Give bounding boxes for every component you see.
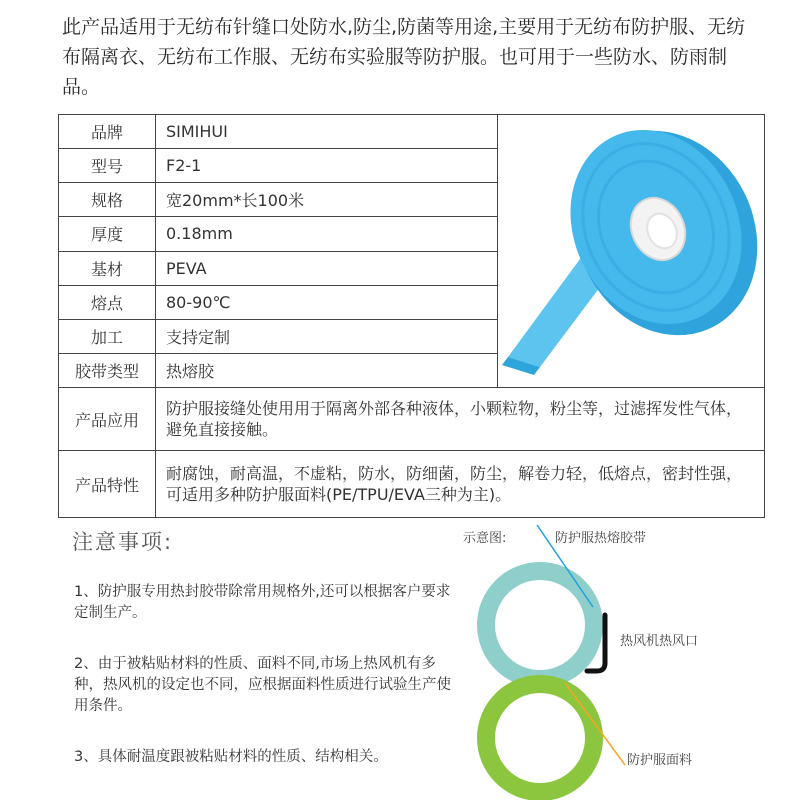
table-row xyxy=(59,388,765,451)
spec-table xyxy=(58,114,765,518)
spec-value: 热熔胶 xyxy=(156,353,498,387)
table-row xyxy=(59,451,765,518)
spec-label: 厚度 xyxy=(59,217,156,251)
feature-label: 产品特性 xyxy=(59,451,156,518)
note-item: 3、具体耐温度跟被粘贴材料的性质、结构相关。 xyxy=(74,749,388,765)
spec-value: F2-1 xyxy=(156,149,498,183)
spec-value: PEVA xyxy=(156,251,498,285)
spec-label: 加工 xyxy=(59,319,156,353)
nozzle-label: 热风机热风口 xyxy=(620,634,699,649)
spec-value: 支持定制 xyxy=(156,319,498,353)
intro-text: 此产品适用于无纺布针缝口处防水,防尘,防菌等用途,主要用于无纺布防护服、无纺布隔离衣、无纺布工作服、无纺布实验服等防护服。也可用于一些防水、防雨制品。 xyxy=(62,16,746,98)
spec-value: SIMIHUI xyxy=(156,115,498,149)
spec-value: 0.18mm xyxy=(156,217,498,251)
application-label: 产品应用 xyxy=(59,388,156,451)
spec-label: 品牌 xyxy=(59,115,156,149)
tape-ring xyxy=(486,571,594,679)
table-row xyxy=(59,115,765,149)
note-item: 1、防护服专用热封胶带除常用规格外,还可以根据客户要求定制生产。 xyxy=(74,584,451,621)
application-text: 防护服接缝处使用用于隔离外部各种液体，小颗粒物，粉尘等，过滤挥发性气体，避免直接接触。 xyxy=(156,388,765,451)
spec-label: 熔点 xyxy=(59,285,156,319)
diagram xyxy=(455,515,800,800)
spec-value: 80-90℃ xyxy=(156,285,498,319)
tape-roll-image xyxy=(498,115,764,383)
diagram-caption: 示意图: xyxy=(463,531,507,546)
tape-label: 防护服热熔胶带 xyxy=(555,531,647,546)
spec-label: 基材 xyxy=(59,251,156,285)
note-item: 2、由于被粘贴材料的性质、面料不同,市场上热风机有多种，热风机的设定也不同，应根据面料性质进行试验生产使用条件。 xyxy=(74,656,451,714)
spec-label: 型号 xyxy=(59,149,156,183)
spec-value: 宽20mm*长100米 xyxy=(156,183,498,217)
product-image xyxy=(498,115,765,388)
spec-label: 胶带类型 xyxy=(59,353,156,387)
fabric-label: 防护服面料 xyxy=(627,753,693,768)
notes-title: 注意事项: xyxy=(72,530,174,554)
spec-label: 规格 xyxy=(59,183,156,217)
feature-text: 耐腐蚀，耐高温，不虚粘，防水，防细菌，防尘，解卷力轻，低熔点，密封性强，可适用多种防护服面料(PE/TPU/EVA三种为主)。 xyxy=(156,451,765,518)
